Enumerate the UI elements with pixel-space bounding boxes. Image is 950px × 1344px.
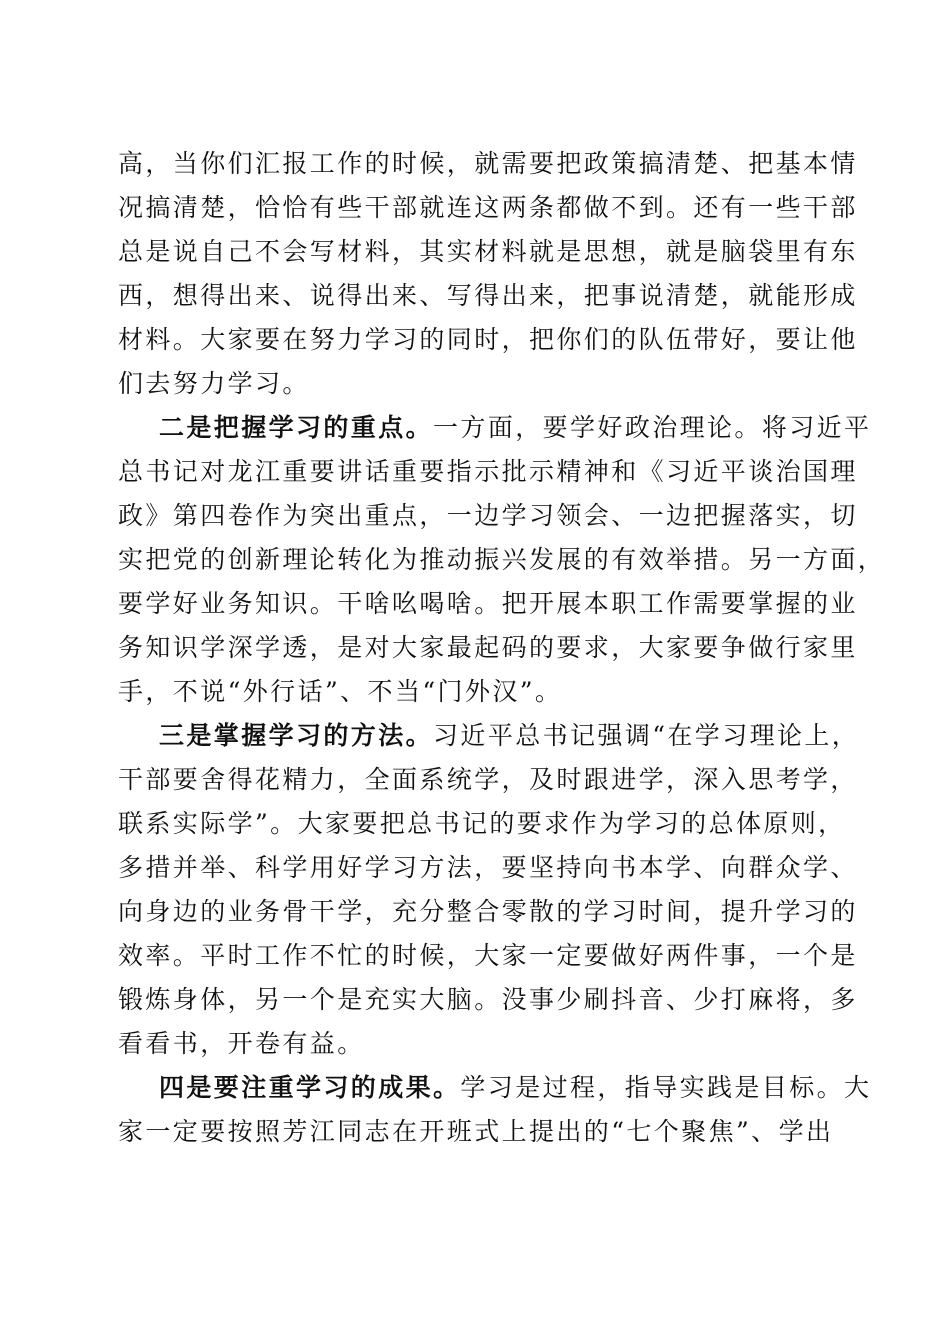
text-line: 手，不说“外行话”、不当“门外汉”。: [118, 677, 563, 706]
text-line: 政》第四卷作为突出重点，一边学习领会、一边把握落实，切: [118, 501, 858, 530]
paragraph-heading-line: 四是要注重学习的成果。学习是过程，指导实践是目标。大: [159, 1073, 872, 1102]
paragraph-heading: 四是要注重学习的成果。: [159, 1073, 461, 1102]
text-line: 向身边的业务骨干学，充分整合零散的学习时间，提升学习的: [118, 897, 858, 926]
text-line: 家一定要按照芳江同志在开班式上提出的“七个聚焦”、学出: [118, 1117, 834, 1146]
text-line: 实把党的创新理论转化为推动振兴发展的有效举措。另一方面，: [118, 545, 886, 574]
text-line: 锻炼身体，另一个是充实大脑。没事少刷抖音、少打麻将，多: [118, 985, 858, 1014]
text-line: 多措并举、科学用好学习方法，要坚持向书本学、向群众学、: [118, 853, 858, 882]
text-line: 要学好业务知识。干啥吆喝啥。把开展本职工作需要掌握的业: [118, 589, 858, 618]
text-line: 干部要舍得花精力，全面系统学，及时跟进学，深入思考学，: [118, 765, 858, 794]
text-line: 况搞清楚，恰恰有些干部就连这两条都做不到。还有一些干部: [118, 193, 858, 222]
paragraph-heading-line: 二是把握学习的重点。一方面，要学好政治理论。将习近平: [159, 413, 872, 442]
text-line: 联系实际学”。大家要把总书记的要求作为学习的总体原则，: [118, 809, 846, 838]
text-line: 效率。平时工作不忙的时候，大家一定要做好两件事，一个是: [118, 941, 858, 970]
text-line: 总是说自己不会写材料，其实材料就是思想，就是脑袋里有东: [118, 237, 858, 266]
paragraph-heading: 二是把握学习的重点。: [159, 413, 434, 442]
text-line: 看看书，开卷有益。: [118, 1029, 365, 1058]
paragraph-heading: 三是掌握学习的方法。: [159, 721, 434, 750]
text-line: 西，想得出来、说得出来、写得出来，把事说清楚，就能形成: [118, 281, 858, 310]
text-line: 们去努力学习。: [118, 369, 310, 398]
text-line: 高，当你们汇报工作的时候，就需要把政策搞清楚、把基本情: [118, 149, 858, 178]
document-body: [118, 142, 886, 1154]
text-line: 材料。大家要在努力学习的同时，把你们的队伍带好，要让他: [118, 325, 858, 354]
text-line: 总书记对龙江重要讲话重要指示批示精神和《习近平谈治国理: [118, 457, 858, 486]
text-line: 务知识学深学透，是对大家最起码的要求，大家要争做行家里: [118, 633, 858, 662]
paragraph-heading-line: 三是掌握学习的方法。习近平总书记强调“在学习理论上，: [159, 721, 860, 750]
